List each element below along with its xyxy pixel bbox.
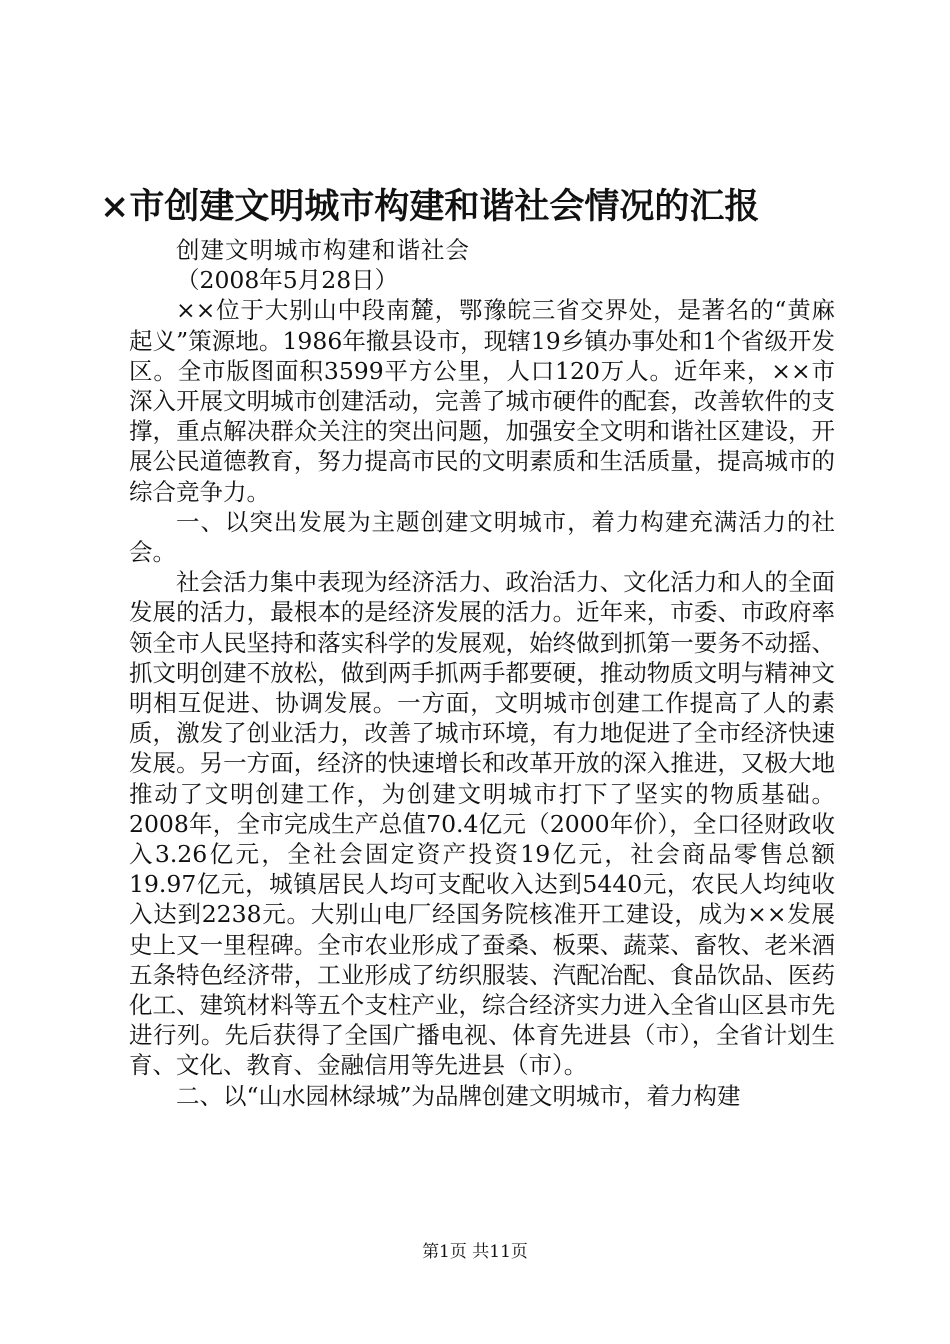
section-heading-2: 二、以“山水园林绿城”为品牌创建文明城市，着力构建 <box>176 1081 741 1110</box>
document-body <box>129 235 835 1111</box>
document-title: ×市创建文明城市构建和谐社会情况的汇报 <box>100 186 760 227</box>
document-date: （2008年5月28日） <box>176 266 399 295</box>
section-heading-1: 一、以突出发展为主题创建文明城市，着力构建充满活力的社会。 <box>129 507 835 567</box>
paragraph-intro: ××位于大别山中段南麓，鄂豫皖三省交界处，是著名的“黄麻起义”策源地。1986年撤县设市，现辖19乡镇办事处和1个省级开发区。全市版图面积3599平方公里，人口120万人。近年来，××市深入开展文明城市创建活动，完善了城市硬件的配套，改善软件的支撑，重点解决群众关注的突出问题，加强安全文明和谐社区建设，开展公民道德教育，努力提高市民的文明素质和生活质量，提高城市的综合竞争力。 <box>129 296 835 506</box>
page-footer: 第1页 共11页 <box>422 1242 528 1262</box>
document-subtitle: 创建文明城市构建和谐社会 <box>176 236 470 264</box>
paragraph-economy: 社会活力集中表现为经济活力、政治活力、文化活力和人的全面发展的活力，最根本的是经济发展的活力。近年来，市委、市政府率领全市人民坚持和落实科学的发展观，始终做到抓第一要务不动摇、抓文明创建不放松，做到两手抓两手都要硬，推动物质文明与精神文明相互促进、协调发展。一方面，文明城市创建工作提高了人的素质，激发了创业活力，改善了城市环境，有力地促进了全市经济快速发展。另一方面，经济的快速增长和改革开放的深入推进，又极大地推动了文明创建工作，为创建文明城市打下了坚实的物质基础。2008年，全市完成生产总值70.4亿元（2000年价），全口径财政收入3.26亿元，全社会固定资产投资19亿元，社会商品零售总额19.97亿元，城镇居民人均可支配收入达到5440元，农民人均纯收入达到2238元。大别山电厂经国务院核准开工建设，成为××发展史上又一里程碑。全市农业形成了蚕桑、板栗、蔬菜、畜牧、老米酒五条特色经济带，工业形成了纺织服装、汽配冶配、食品饮品、医药化工、建筑材料等五个支柱产业，综合经济实力进入全省山区县市先进行列。先后获得了全国广播电视、体育先进县（市），全省计划生育、文化、教育、金融信用等先进县（市）。 <box>129 568 835 1080</box>
